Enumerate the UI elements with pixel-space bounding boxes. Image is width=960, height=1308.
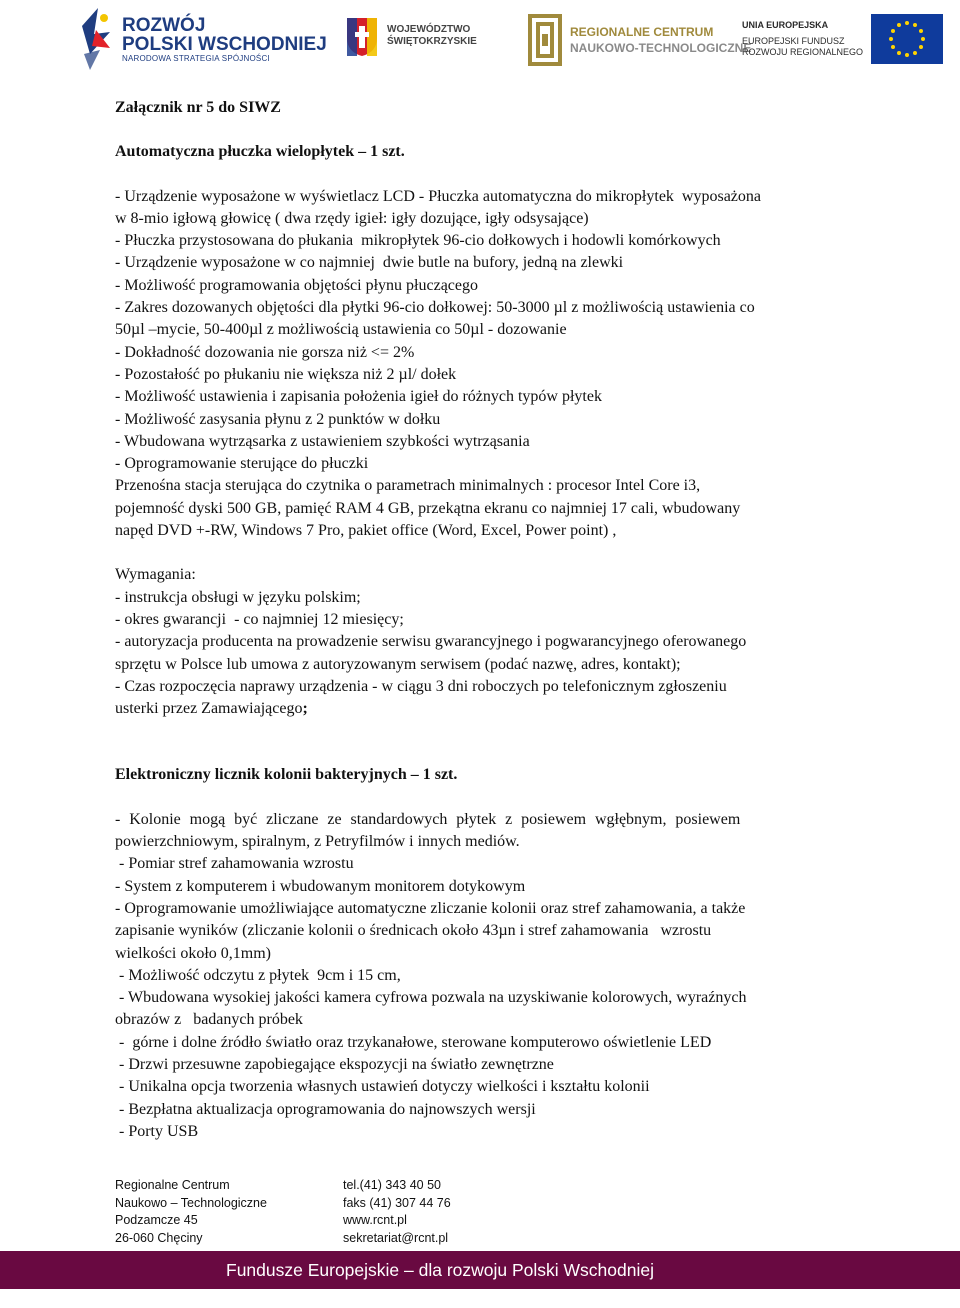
spec-line: - Pozostałość po płukaniu nie większa niż 2 µl/ dołek	[115, 365, 457, 383]
spec-line: - Unikalna opcja tworzenia własnych ustawień dotyczy wielkości i kształtu kolonii	[115, 1078, 650, 1096]
spec-line: - Urządzenie wyposażone w wyświetlacz LCD - Płuczka automatyczna do mikropłytek wyposażona	[115, 187, 761, 205]
spec-line: powierzchniowym, spiralnym, z Petryfilmów i innych mediów.	[115, 833, 520, 851]
requirement-last-text: usterki przez Zamawiającego	[115, 700, 303, 718]
footer-website-link[interactable]: www.rcnt.pl	[343, 1213, 407, 1227]
footer-city: 26-060 Chęciny	[115, 1230, 203, 1245]
wojewodztwo-logo	[345, 14, 477, 58]
colony-counter-heading: Elektroniczny licznik kolonii bakteryjnych – 1 szt.	[115, 766, 458, 784]
spec-line: - górne i dolne źródło światło oraz trzykanałowe, sterowane komputerowo oświetlenie LED	[115, 1033, 712, 1051]
requirement-line: - instrukcja obsługi w języku polskim;	[115, 588, 361, 606]
spec-line: - Możliwość odczytu z płytek 9cm i 15 cm,	[115, 966, 401, 984]
spec-line: - Drzwi przesuwne zapobiegające ekspozycji na światło zewnętrzne	[115, 1055, 554, 1073]
rozwoj-line2: POLSKI WSCHODNIEJ	[122, 33, 327, 55]
spec-line: - Możliwość programowania objętości płynu płuczącego	[115, 276, 478, 294]
spec-line: pojemność dyski 500 GB, pamięć RAM 4 GB, przekątna ekranu co najmniej 17 cali, wbudowany	[115, 499, 741, 517]
rcnt-emblem-icon	[528, 14, 562, 66]
requirement-line: - okres gwarancji - co najmniej 12 miesięcy;	[115, 610, 404, 628]
spec-line: - System z komputerem i wbudowanym monitorem dotykowym	[115, 877, 526, 895]
rozwoj-polski-wschodniej-logo	[80, 4, 327, 74]
footer-band-text: Fundusze Europejskie – dla rozwoju Polski Wschodniej	[226, 1259, 654, 1280]
colony-counter-spec-list	[115, 809, 902, 1143]
spec-line: - Pomiar stref zahamowania wzrostu	[115, 855, 354, 873]
spec-line: wielkości około 0,1mm)	[115, 944, 271, 962]
ue-line3: ROZWOJU REGIONALNEGO	[742, 47, 864, 57]
footer-street: Podzamcze 45	[115, 1213, 198, 1227]
requirement-line: sprzętu w Polsce lub umowa z autoryzowanym serwisem (podać nazwę, adres, kontakt);	[115, 655, 681, 673]
eu-logo	[742, 14, 943, 64]
spec-line: 50µl –mycie, 50-400µl z możliwością ustawienia co 50µl - dozowanie	[115, 321, 567, 339]
footer-org-line1: Regionalne Centrum	[115, 1178, 230, 1192]
footer-contacts	[343, 1177, 543, 1247]
header-logos	[0, 0, 960, 80]
rcnt-logo	[528, 14, 751, 66]
spec-line: napęd DVD +-RW, Windows 7 Pro, pakiet office (Word, Excel, Power point) ,	[115, 522, 617, 540]
spec-line: Przenośna stacja sterująca do czytnika o parametrach minimalnych : procesor Intel Core i3,	[115, 477, 701, 495]
spec-line: - Możliwość zasysania płynu z 2 punktów w dołku	[115, 410, 441, 428]
spec-line: - Możliwość ustawienia i zapisania położenia igieł do różnych typów płytek	[115, 388, 602, 406]
rcnt-line1: REGIONALNE CENTRUM	[570, 25, 714, 39]
requirements-title: Wymagania:	[115, 566, 196, 584]
requirement-last-semicolon: ;	[302, 700, 308, 718]
spec-line: - Kolonie mogą być zliczane ze standardowych płytek z posiewem wgłębnym, posiewem	[115, 810, 741, 828]
footer-email-link[interactable]: sekretariat@rcnt.pl	[343, 1230, 449, 1245]
footer-org-line2: Naukowo – Technologiczne	[115, 1195, 267, 1210]
coat-of-arms-icon	[345, 14, 379, 58]
requirement-line: - autoryzacja producenta na prowadzenie serwisu gwarancyjnego i pogwarancyjnego oferowanego	[115, 633, 747, 651]
footer-address	[115, 1177, 335, 1247]
spec-line: - Oprogramowanie sterujące do płuczki	[115, 455, 369, 473]
requirement-line-last	[115, 698, 902, 720]
rozwoj-star-icon	[80, 4, 114, 74]
requirement-line: - Czas rozpoczęcia naprawy urządzenia - w ciągu 3 dni roboczych po telefonicznym zgłoszeniu	[115, 677, 727, 695]
spec-line: - Oprogramowanie umożliwiające automatyczne zliczanie kolonii oraz stref zahamowania, a także	[115, 899, 746, 917]
spec-line: - Zakres dozowanych objętości dla płytki 96-cio dołkowej: 50-3000 µl z możliwością ustawienia co	[115, 299, 755, 317]
spec-line: - Wbudowana wysokiej jakości kamera cyfrowa pozwala na uzyskiwanie kolorowych, wyraźnych	[115, 989, 747, 1007]
spec-line: - Bezpłatna aktualizacja oprogramowania do najnowszych wersji	[115, 1100, 536, 1118]
eu-flag-icon	[871, 14, 943, 64]
ue-line1: UNIA EUROPEJSKA	[742, 20, 829, 30]
rozwoj-line1: ROZWÓJ	[122, 14, 206, 36]
spec-line: - Porty USB	[115, 1122, 199, 1140]
footer-phone: tel.(41) 343 40 50	[343, 1178, 441, 1192]
ue-line2: EUROPEJSKI FUNDUSZ	[742, 36, 845, 46]
footer-band	[0, 1251, 960, 1289]
spec-line: zapisanie wyników (zliczanie kolonii o średnicach około 43µn i stref zahamowania wzrostu	[115, 922, 712, 940]
spec-line: obrazów z badanych próbek	[115, 1011, 303, 1029]
attachment-heading: Załącznik nr 5 do SIWZ	[115, 99, 281, 116]
rozwoj-line3: NARODOWA STRATEGIA SPÓJNOŚCI	[122, 53, 270, 63]
document-body	[115, 97, 902, 1143]
footer-fax: faks (41) 307 44 76	[343, 1195, 451, 1210]
wojewodztwo-line1: WOJEWÓDZTWO	[387, 24, 471, 35]
spec-line: - Urządzenie wyposażone w co najmniej dwie butle na bufory, jedną na zlewki	[115, 254, 624, 272]
spec-line: w 8-mio igłową głowicę ( dwa rzędy igieł: igły dozujące, igły odsysające)	[115, 209, 589, 227]
rcnt-line2: NAUKOWO-TECHNOLOGICZNE	[570, 41, 752, 55]
spec-line: - Wbudowana wytrząsarka z ustawieniem szybkości wytrząsania	[115, 432, 530, 450]
spec-line: - Dokładność dozowania nie gorsza niż <= 2%	[115, 343, 415, 361]
spec-line: - Płuczka przystosowana do płukania mikropłytek 96-cio dołkowych i hodowli komórkowych	[115, 232, 721, 250]
washer-heading: Automatyczna płuczka wielopłytek – 1 szt.	[115, 143, 405, 161]
requirements-list	[115, 587, 902, 721]
wojewodztwo-line2: ŚWIĘTOKRZYSKIE	[387, 36, 477, 47]
washer-spec-list	[115, 186, 902, 543]
